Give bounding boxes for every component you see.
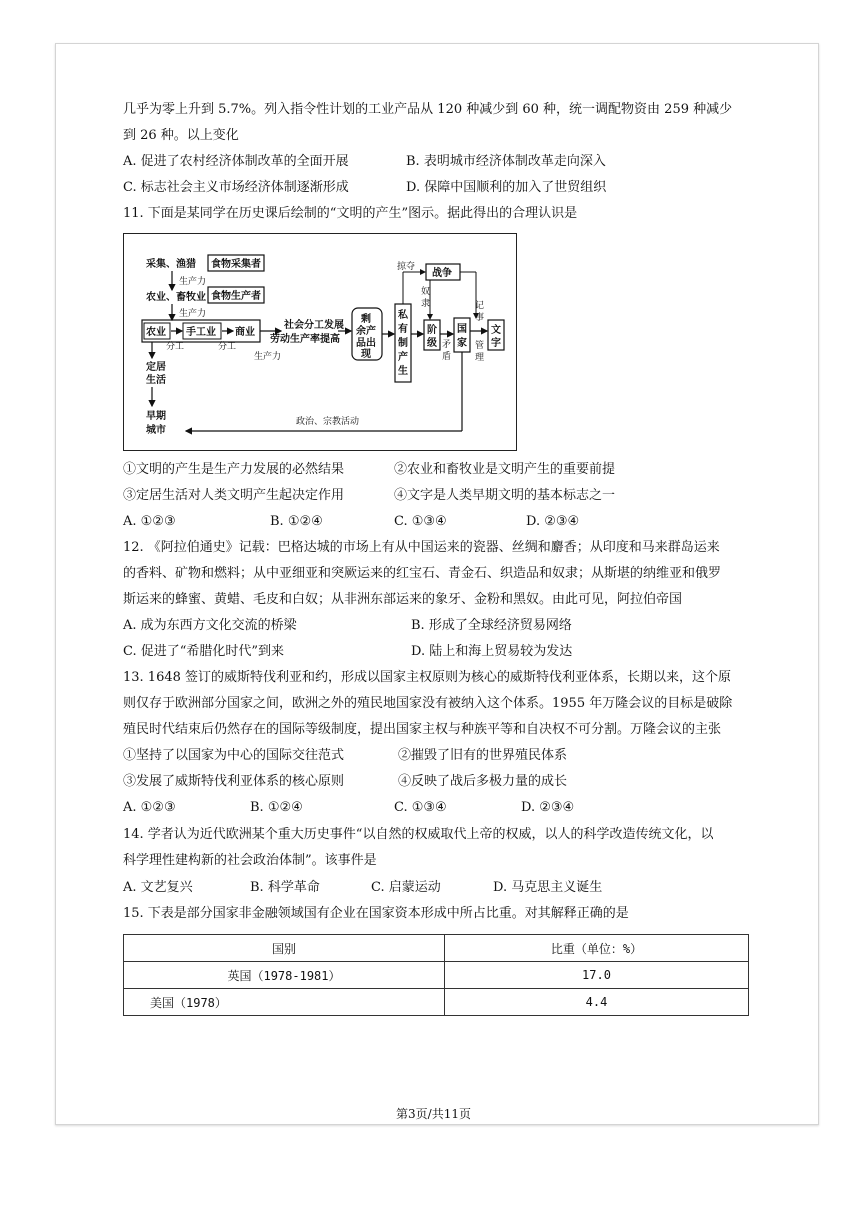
label-plunder: 掠夺: [397, 262, 416, 272]
label-div1: 分工: [166, 342, 185, 352]
q13-statement-1: ①坚持了以国家为中心的国际交往范式: [123, 748, 345, 763]
q14-option-d: D. 马克思主义诞生: [493, 880, 603, 895]
q13-stem-line2: 则仅存于欧洲部分国家之间，欧洲之外的殖民地国家没有被纳入这个体系。1955 年万隆会议的目标是破除: [123, 696, 733, 711]
svg-text:事: 事: [475, 313, 485, 323]
table-header-row: [124, 935, 749, 962]
table-row: [124, 962, 749, 989]
q14-option-c: C. 启蒙运动: [371, 880, 441, 895]
q11-statement-2: ②农业和畜牧业是文明产生的重要前提: [394, 462, 616, 477]
svg-text:矛: 矛: [442, 340, 452, 350]
label-prod1: 生产力: [179, 277, 207, 287]
svg-text:记: 记: [475, 301, 485, 311]
diagram-svg: [124, 234, 516, 450]
label-producers: 食物生产者: [211, 291, 261, 302]
q13-stem-line1: 13. 1648 签订的威斯特伐利亚和约，形成以国家主权原则为核心的威斯特伐利亚体系，长期以来，这个原: [123, 670, 732, 685]
label-city-2: 城市: [146, 425, 166, 436]
page-footer: 第3页/共11页: [396, 1107, 471, 1121]
q10-text-line2: 到 26 种。以上变化: [123, 128, 239, 143]
q11-statement-4: ④文字是人类早期文明的基本标志之一: [394, 488, 616, 503]
q12-option-b: B. 形成了全球经济贸易网络: [411, 618, 572, 633]
svg-text:阶: 阶: [427, 325, 437, 336]
label-commerce: 商业: [235, 327, 255, 338]
q13-option-b: B. ①②④: [250, 800, 303, 815]
q10-option-c: C. 标志社会主义市场经济体制逐渐形成: [123, 180, 349, 195]
q13-statement-2: ②摧毁了旧有的世界殖民体系: [398, 748, 568, 763]
svg-text:产: 产: [398, 352, 408, 363]
label-surplus-1: 剩: [361, 314, 371, 325]
q12-stem-line1: 12. 《阿拉伯通史》记载：巴格达城的市场上有从中国运来的瓷器、丝绸和麝香；从印度和马来群岛运来: [123, 540, 720, 555]
label-div2: 分工: [218, 342, 237, 352]
label-surplus-4: 现: [361, 349, 371, 360]
label-prod3: 生产力: [254, 352, 282, 362]
table-row: [124, 989, 749, 1016]
svg-text:隶: 隶: [421, 299, 431, 309]
svg-text:奴: 奴: [421, 287, 431, 297]
table-header-country: 国别: [124, 935, 445, 962]
q13-option-c: C. ①③④: [394, 800, 447, 815]
q13-option-a: A. ①②③: [123, 800, 176, 815]
table-cell-share: 17.0: [445, 962, 749, 989]
q13-stem-line3: 殖民时代结束后仍然存在的国际等级制度，提出国家主权与种族平等和自决权不可分割。万隆会议的主张: [123, 722, 722, 737]
label-hunting: 采集、渔猎: [146, 259, 196, 270]
label-city-1: 早期: [146, 411, 166, 422]
label-settled-2: 生活: [146, 375, 166, 386]
label-settled-1: 定居: [146, 362, 166, 373]
label-agriculture: 农业: [146, 327, 166, 338]
q11-option-d: D. ②③④: [526, 514, 580, 529]
table-cell-country: 美国（1978）: [124, 989, 445, 1016]
q10-option-d: D. 保障中国顺利的加入了世贸组织: [406, 180, 607, 195]
q13-option-d: D. ②③④: [521, 800, 575, 815]
label-politics: 政治、宗教活动: [296, 417, 360, 427]
q11-statement-1: ①文明的产生是生产力发展的必然结果: [123, 462, 345, 477]
label-surplus-2: 余产: [356, 326, 376, 337]
svg-text:文: 文: [491, 325, 501, 336]
svg-text:国: 国: [457, 324, 467, 335]
q14-option-b: B. 科学革命: [250, 880, 320, 895]
q14-option-a: A. 文艺复兴: [123, 880, 193, 895]
q12-stem-line2: 的香料、矿物和燃料；从中亚细亚和突厥运来的红宝石、青金石、织造品和奴隶；从斯堪的纳维亚和俄罗: [123, 566, 722, 581]
q14-stem-line2: 科学理性建构新的社会政治体制”。该事件是: [123, 853, 377, 868]
svg-text:字: 字: [491, 338, 501, 349]
svg-text:生: 生: [398, 366, 408, 377]
label-social-div: 社会分工发展: [284, 320, 344, 331]
q12-option-d: D. 陆上和海上贸易较为发达: [411, 644, 573, 659]
svg-text:家: 家: [457, 338, 467, 349]
svg-text:私: 私: [398, 310, 408, 321]
label-gatherers: 食物采集者: [211, 259, 261, 270]
q11-stem: 11. 下面是某同学在历史课后绘制的“文明的产生”图示。据此得出的合理认识是: [123, 206, 578, 221]
svg-text:理: 理: [475, 353, 485, 363]
q10-text-line1: 几乎为零上升到 5.7%。列入指令性计划的工业产品从 120 种减少到 60 种，统一调配物资由 259 种减少: [123, 102, 733, 117]
svg-text:制: 制: [398, 338, 408, 349]
label-agri-pastoral: 农业、畜牧业: [146, 292, 206, 303]
q13-statement-3: ③发展了威斯特伐利亚体系的核心原则: [123, 774, 345, 789]
svg-text:有: 有: [398, 324, 408, 335]
q11-option-c: C. ①③④: [394, 514, 447, 529]
table-header-share: 比重（单位：%）: [445, 935, 749, 962]
q11-option-b: B. ①②④: [270, 514, 323, 529]
table-cell-share: 4.4: [445, 989, 749, 1016]
civilization-diagram: [123, 233, 517, 451]
label-labor-prod: 劳动生产率提高: [270, 334, 340, 345]
table-cell-country: 英国（1978-1981）: [124, 962, 445, 989]
label-handicraft: 手工业: [186, 327, 216, 338]
q12-stem-line3: 斯运来的蜂蜜、黄蜡、毛皮和白奴；从非洲东部运来的象牙、金粉和黑奴。由此可见，阿拉伯帝国: [123, 592, 683, 607]
q10-option-a: A. 促进了农村经济体制改革的全面开展: [123, 154, 349, 169]
q13-statement-4: ④反映了战后多极力量的成长: [398, 774, 568, 789]
q15-stem: 15. 下表是部分国家非金融领域国有企业在国家资本形成中所占比重。对其解释正确的是: [123, 906, 629, 921]
q11-option-a: A. ①②③: [123, 514, 176, 529]
q12-option-c: C. 促进了“希腊化时代”到来: [123, 644, 285, 659]
label-war: 战争: [432, 268, 452, 279]
svg-text:盾: 盾: [442, 352, 452, 362]
svg-text:级: 级: [427, 338, 437, 349]
label-prod2: 生产力: [179, 309, 207, 319]
svg-text:管: 管: [475, 341, 485, 351]
q14-stem-line1: 14. 学者认为近代欧洲某个重大历史事件“以自然的权威取代上帝的权威，以人的科学改造传统文化，以: [123, 827, 714, 842]
q11-statement-3: ③定居生活对人类文明产生起决定作用: [123, 488, 345, 503]
state-capital-table: [123, 934, 749, 1016]
q12-option-a: A. 成为东西方文化交流的桥梁: [123, 618, 297, 633]
label-surplus-3: 品出: [356, 338, 376, 349]
q10-option-b: B. 表明城市经济体制改革走向深入: [406, 154, 606, 169]
